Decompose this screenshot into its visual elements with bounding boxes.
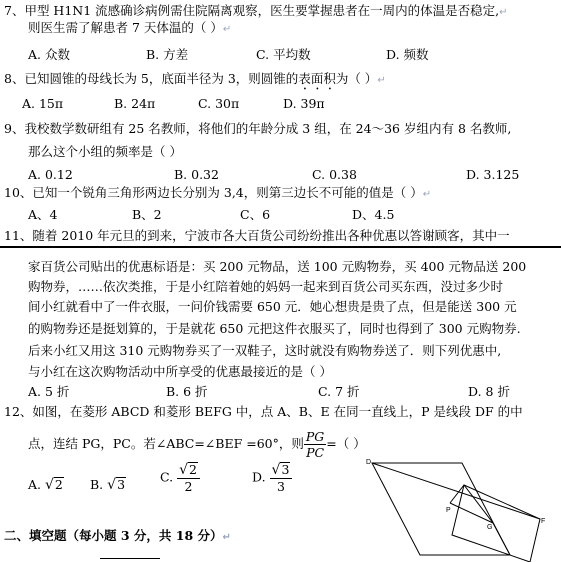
q11-line3: 购物券，……依次类推，于是小红陪着她的妈妈一起来到百货公司买东西，没过多少时: [28, 279, 504, 294]
figure-label-f: F: [541, 518, 546, 525]
q9-line1: 9、我校数学数研组有 25 名教师，将他们的年龄分成 3 组，在 24～36 岁组内有 8 名教师,: [4, 121, 512, 136]
section2-title: 二、填空题（每小题 3 分，共 18 分）↵: [4, 528, 231, 543]
q9-option-c: C. 0.38: [312, 167, 357, 182]
figure-label-g: G: [487, 524, 493, 531]
figure-label-d: D: [366, 459, 372, 466]
q11-line7: 与小红在这次购物活动中所享受的优惠最接近的是（ ）: [28, 364, 332, 379]
q7-line1: 7、甲型 H1N1 流感确诊病例需住院隔离观察，医生要掌握患者在一周内的体温是否稳定,↵: [4, 3, 508, 18]
q7-line2: 则医生需了解患者 7 天体温的（ ）↵: [28, 20, 232, 35]
q8-option-a: A. 15π: [22, 96, 64, 111]
q9-line2: 那么这个小组的频率是（ ）: [28, 144, 182, 159]
rhombus-figure: [360, 455, 560, 562]
q7-option-c: C. 平均数: [256, 47, 311, 62]
q10-option-d: D、4.5: [352, 207, 395, 222]
q11-line5: 的购物券还是挺划算的，于是就花 650 元把这件衣服买了，同时也得到了 300 元购物券.: [28, 321, 521, 336]
q12-option-c: C. $\frac{√2}{2}$: [160, 462, 200, 494]
q12-option-a: A. √2: [28, 477, 63, 493]
q7-option-d: D. 频数: [386, 47, 429, 62]
answer-underline: [100, 558, 160, 559]
q11-line1: 11、随着 2010 年元旦的到来，宁波市各大百货公司纷纷推出各种优惠以答谢顾客，其中一: [4, 228, 510, 243]
q9-option-a: A. 0.12: [28, 167, 73, 182]
q12-option-b: B. √3: [90, 477, 126, 493]
figure-label-p: P: [446, 507, 451, 514]
q11-line2: 家百货公司贴出的优惠标语是：买 200 元物品，送 100 元购物券，买 400 元物品送 200: [28, 259, 527, 274]
q11-option-d: D. 8 折: [468, 384, 510, 399]
q10-option-a: A、4: [28, 207, 58, 222]
q10-option-b: B、2: [132, 207, 162, 222]
q11-line4: 间小红就看中了一件衣服，一问价钱需要 650 元．她心想贵是贵了点，但是能送 300 元: [28, 299, 517, 314]
page-divider: [0, 246, 561, 248]
q9-option-d: D. 3.125: [466, 167, 520, 182]
q10-option-c: C、6: [240, 207, 271, 222]
q11-option-c: C. 7 折: [318, 384, 360, 399]
q9-option-b: B. 0.32: [174, 167, 219, 182]
q11-line6: 后来小红又用这 310 元购物券买了一双鞋子，这时就没有购物券送了．则下列优惠中,: [28, 343, 502, 358]
q8-option-b: B. 24π: [114, 96, 156, 111]
q8-line1: 8、已知圆锥的母线长为 5，底面半径为 3，则圆锥的表面积为（ ）↵: [4, 71, 386, 86]
q7-option-a: A. 众数: [28, 47, 70, 62]
q12-line2: 点，连结 PG，PC。若∠ABC=∠BEF =60°，则 $\frac{PG}{PC}$ =（ ）: [28, 429, 366, 460]
q12-fraction: $\frac{PG}{PC}$: [305, 429, 325, 460]
q8-emphasis: 表面积: [298, 71, 336, 86]
q12-option-d: D. $\frac{√3}{3}$: [252, 462, 292, 494]
q10-line1: 10、已知一个锐角三角形两边长分别为 3,4，则第三边长不可能的值是（ ）↵: [4, 185, 432, 200]
q8-option-d: D. 39π: [283, 96, 325, 111]
q8-option-c: C. 30π: [198, 96, 240, 111]
q11-option-b: B. 6 折: [166, 384, 208, 399]
q11-option-a: A. 5 折: [28, 384, 70, 399]
q12-line1: 12、如图，在菱形 ABCD 和菱形 BEFG 中，点 A、B、E 在同一直线上，P 是线段 DF 的中: [4, 404, 523, 419]
q7-option-b: B. 方差: [146, 47, 189, 62]
